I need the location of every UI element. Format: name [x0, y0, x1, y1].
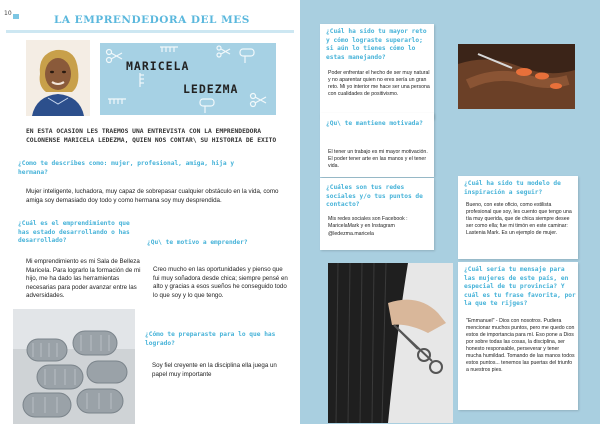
- name-last: LEDEZMA: [183, 82, 239, 96]
- title-marker: [13, 14, 19, 19]
- answer-9: "Emmanuel" - Dios con nosotros. Pudiera mencionar muchos puntos, pero me quedo con estos de importancia para mí. Eso pone a Dios por sobre todas las cosas, la disciplina, ser honesto responsable, perseverar y tener mucha humildad. Tomando de las manos todos estos puntos... tenemos las puertas del triunfo a nuestros pies.: [466, 318, 575, 373]
- portrait-photo: [26, 40, 90, 116]
- question-5: ¿Cuál ha sido tu mayor reto y cómo lograste superarlo; si aún lo tienes cómo lo estas manejando?: [326, 28, 427, 61]
- question-1: ¿Como te describes como: mujer, profesional, amiga, hija y hermana?: [18, 160, 235, 176]
- page-number: 10: [4, 10, 12, 17]
- social-handle: @ledezma.maricela: [328, 231, 374, 237]
- answer-8: Bueno, con este oficio, como estilista profesional que soy, les cuento que tengo una tía muy querida, que de chica siempre desee ser como ella; fue mi timón en este caminar: Lastenia Mark. Es un ejemplo de mujer.: [466, 202, 572, 236]
- name-first: MARICELA: [126, 59, 190, 73]
- answer-6: El tener un trabajo es mi mayor motivación. El poder tener arte en las manos y el tener vida.: [328, 149, 428, 169]
- curlers-illustration: [13, 309, 135, 424]
- page-title: LA EMPRENDEDORA DEL MES: [54, 14, 250, 26]
- question-6: ¿Qu\ te mantiene motivada?: [326, 120, 423, 127]
- question-7: ¿Cuáles son tus redes sociales y/o tus puntos de contacto?: [326, 184, 423, 208]
- comb-icon: [160, 47, 178, 52]
- hair-dryer-icon: [240, 49, 254, 63]
- curlers-photo: [13, 309, 135, 424]
- card-social: [320, 178, 434, 250]
- answer-5: Poder enfrentar el hecho de ser muy natural y no aparentar quien no eres sería un gran reto. Mi yo interior me hace ser una persona con cualidades de positivismo.: [328, 70, 430, 97]
- card-inspiration: [458, 176, 578, 259]
- title-rule: [6, 30, 294, 33]
- question-9: ¿Cuál sería tu mensaje para las mujeres de este país, en especial de tu provincia? Y cuál es tu frase favorita, por la que te rijges?: [464, 266, 576, 307]
- answer-7: Mis redes sociales son Facebook : MaricelaMark y en Instagram: [328, 216, 408, 229]
- question-2: ¿Cuál es el emprendimiento que has estado desarrollando o has desarrollado?: [18, 220, 130, 244]
- card-message: [458, 262, 578, 410]
- name-panel: [100, 43, 276, 115]
- salon-pattern: [100, 43, 276, 115]
- haircut-illustration: [328, 263, 453, 423]
- hair-dryer-icon: [200, 99, 214, 113]
- question-8: ¿Cuál ha sido tu modelo de inspiración a seguir?: [464, 180, 561, 196]
- haircut-photo: [328, 263, 453, 423]
- answer-1: Mujer inteligente, luchadora, muy capaz de sobrepasar cualquier obstáculo en la vida, como amiga soy demasiado doy todo y como hermana soy muy desprendida.: [26, 188, 279, 204]
- comb-icon: [140, 73, 144, 87]
- question-4: ¿Cómo te preparaste para lo que has logrado?: [145, 331, 276, 347]
- answer-2: Mi emprendimiento es mi Sala de Belleza Maricela. Para lograrlo la formación de mi hijo, me ha dado las herramientas necesarias para poder avanzar entre las adversidades.: [26, 258, 141, 299]
- scissors-icon: [107, 50, 123, 63]
- comb-icon: [108, 99, 126, 104]
- scissors-icon: [251, 94, 267, 107]
- question-3: ¿Qu\ te motivo a emprender?: [147, 239, 248, 246]
- manicure-illustration: [458, 44, 575, 109]
- intro-text: EN ESTA OCASION LES TRAEMOS UNA ENTREVISTA CON LA EMPRENDEDORA COLONENSE MARICELA LEDEZMA, QUIEN NOS CONTAR\ SU HISTORIA DE EXITO: [26, 128, 277, 144]
- portrait-illustration: [26, 40, 90, 116]
- scissors-icon: [217, 46, 230, 57]
- answer-4: Soy fiel creyente en la disciplina ella juega un papel muy importante: [152, 362, 277, 378]
- manicure-photo: [458, 44, 575, 109]
- card-challenge: [320, 24, 434, 119]
- card-motivation: [320, 113, 434, 177]
- answer-3: Creo mucho en las oportunidades y pienso que fui muy soñadora desde chica; siempre pensé en alto y gracias a esos sueños he conseguido todo lo que soy y lo que tengo.: [153, 266, 288, 299]
